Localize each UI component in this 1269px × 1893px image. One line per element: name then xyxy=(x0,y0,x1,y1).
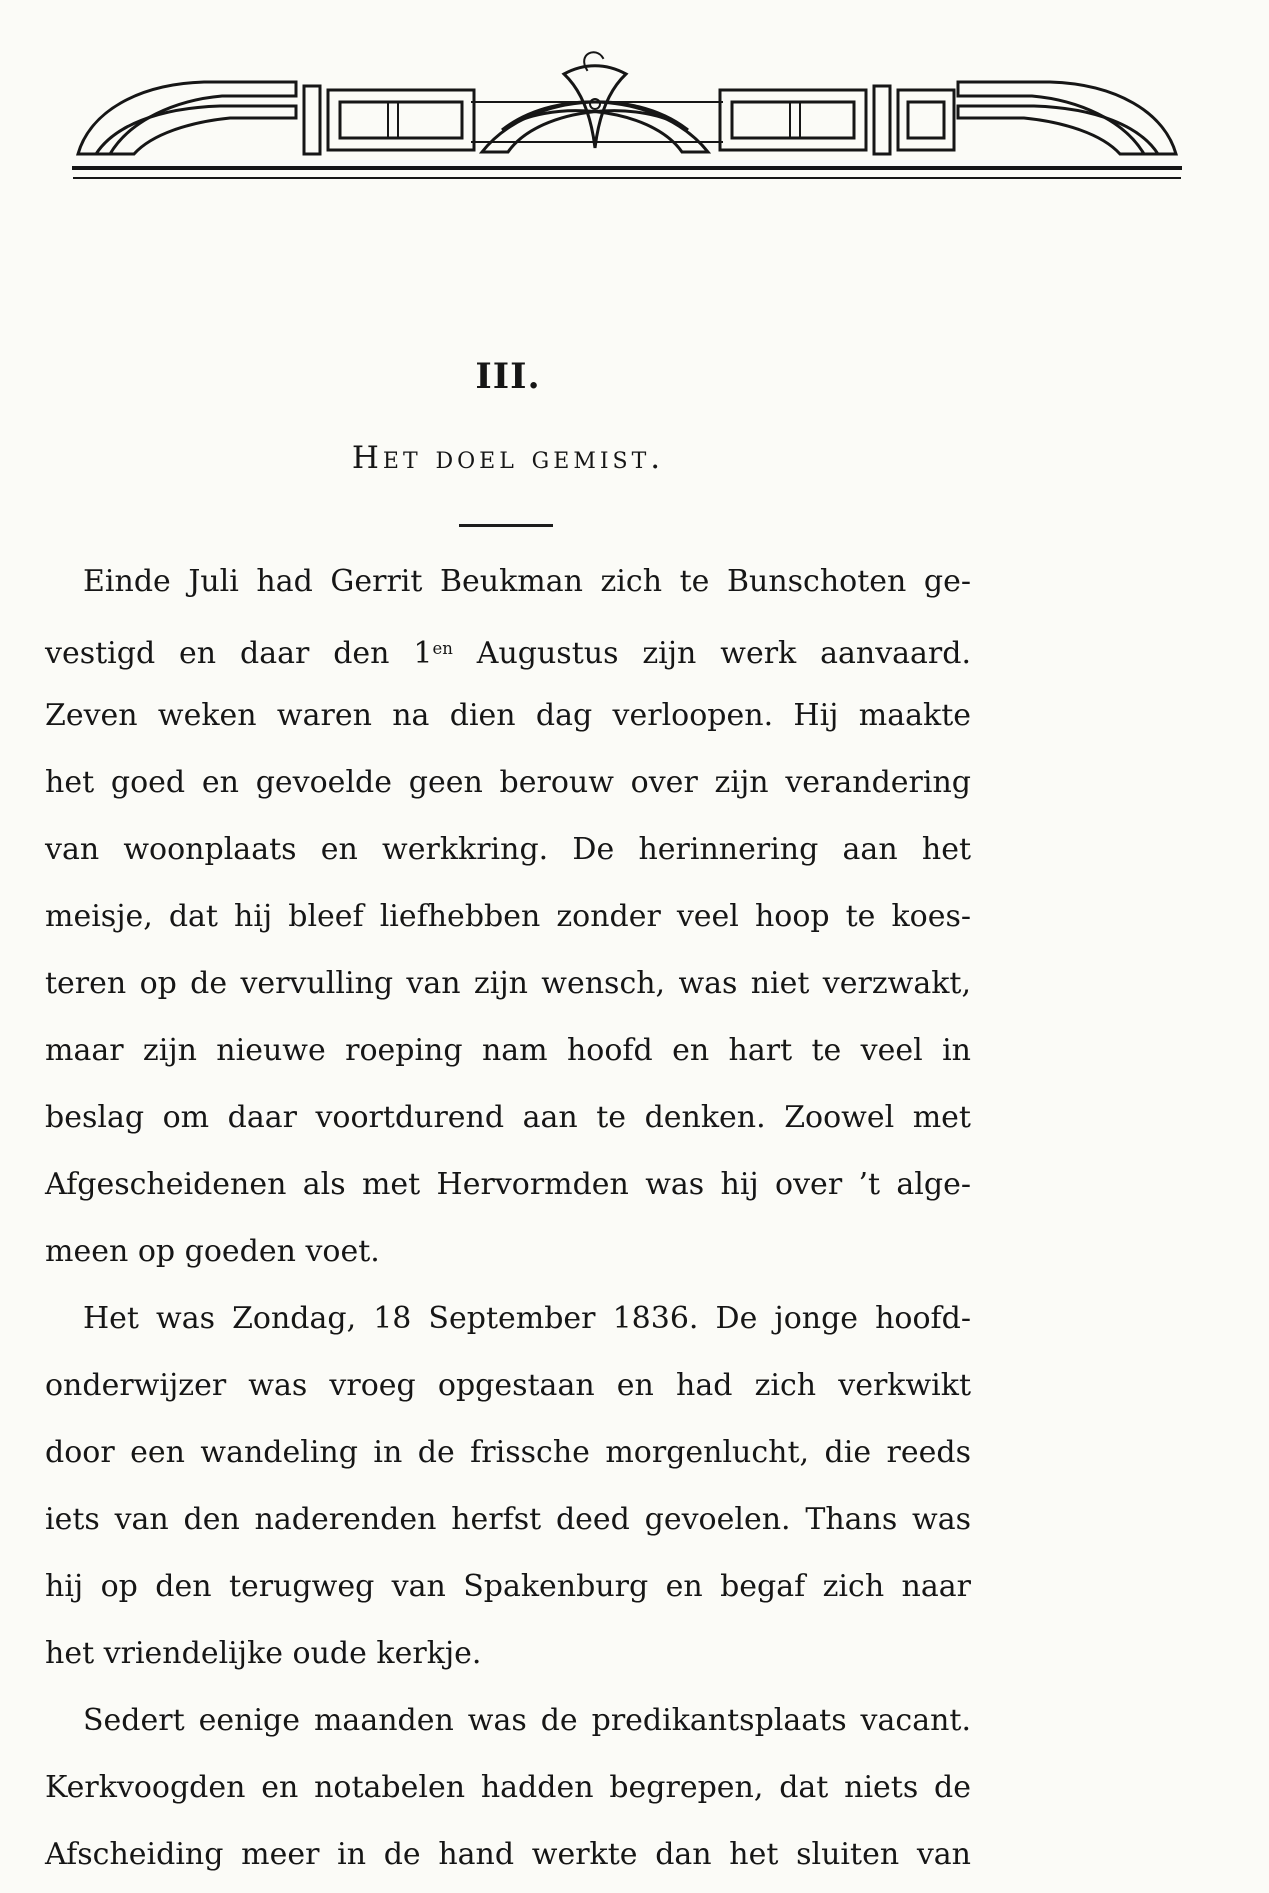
text-line: meisje, dat hij bleef liefhebben zonder veel hoop te koes- xyxy=(45,899,971,934)
text-line: het vriendelijke oude kerkje. xyxy=(45,1636,482,1671)
paragraph-2 xyxy=(45,1285,971,1687)
text-line: hij op den terugweg van Spakenburg en begaf zich naar xyxy=(45,1569,971,1604)
text-line: het goed en gevoelde geen berouw over zijn verandering xyxy=(45,765,971,800)
text-line: Sedert eenige maanden was de predikantsplaats vacant. xyxy=(83,1703,971,1738)
section-divider xyxy=(459,524,553,527)
text-line: teren op de vervulling van zijn wensch, was niet verzwakt, xyxy=(45,966,971,1001)
text-line xyxy=(45,615,971,682)
chapter-number: III. xyxy=(475,356,541,397)
art-nouveau-band-icon xyxy=(68,50,1186,192)
text-segment: Augustus zijn werk aanvaard. xyxy=(452,636,971,671)
text-line: Zeven weken waren na dien dag verloopen. Hij maakte xyxy=(45,698,971,733)
chapter-title: Het doel gemist. xyxy=(351,440,665,476)
text-line: Kerkvoogden en notabelen hadden begrepen, dat niets de xyxy=(45,1770,971,1805)
text-line: van woonplaats en werkkring. De herinnering aan het xyxy=(45,832,971,867)
paragraph-1 xyxy=(45,548,971,1285)
body-text xyxy=(45,548,971,1888)
paragraph-3 xyxy=(45,1687,971,1888)
text-line: Afscheiding meer in de hand werkte dan het sluiten van xyxy=(45,1837,971,1872)
text-line: iets van den naderenden herfst deed gevoelen. Thans was xyxy=(45,1502,971,1537)
header-ornament xyxy=(68,50,1186,192)
text-segment: vestigd en daar den 1 xyxy=(45,636,433,671)
text-line: beslag om daar voortdurend aan te denken. Zoowel met xyxy=(45,1100,971,1135)
text-line: Het was Zondag, 18 September 1836. De jonge hoofd- xyxy=(83,1301,971,1336)
text-line: maar zijn nieuwe roeping nam hoofd en hart te veel in xyxy=(45,1033,971,1068)
text-line: Einde Juli had Gerrit Beukman zich te Bunschoten ge- xyxy=(83,564,971,599)
superscript: en xyxy=(432,639,453,658)
text-line: meen op goeden voet. xyxy=(45,1234,380,1269)
text-line: onderwijzer was vroeg opgestaan en had zich verkwikt xyxy=(45,1368,971,1403)
text-line: Afgescheidenen als met Hervormden was hij over ’t alge- xyxy=(45,1167,971,1202)
text-line: door een wandeling in de frissche morgenlucht, die reeds xyxy=(45,1435,971,1470)
